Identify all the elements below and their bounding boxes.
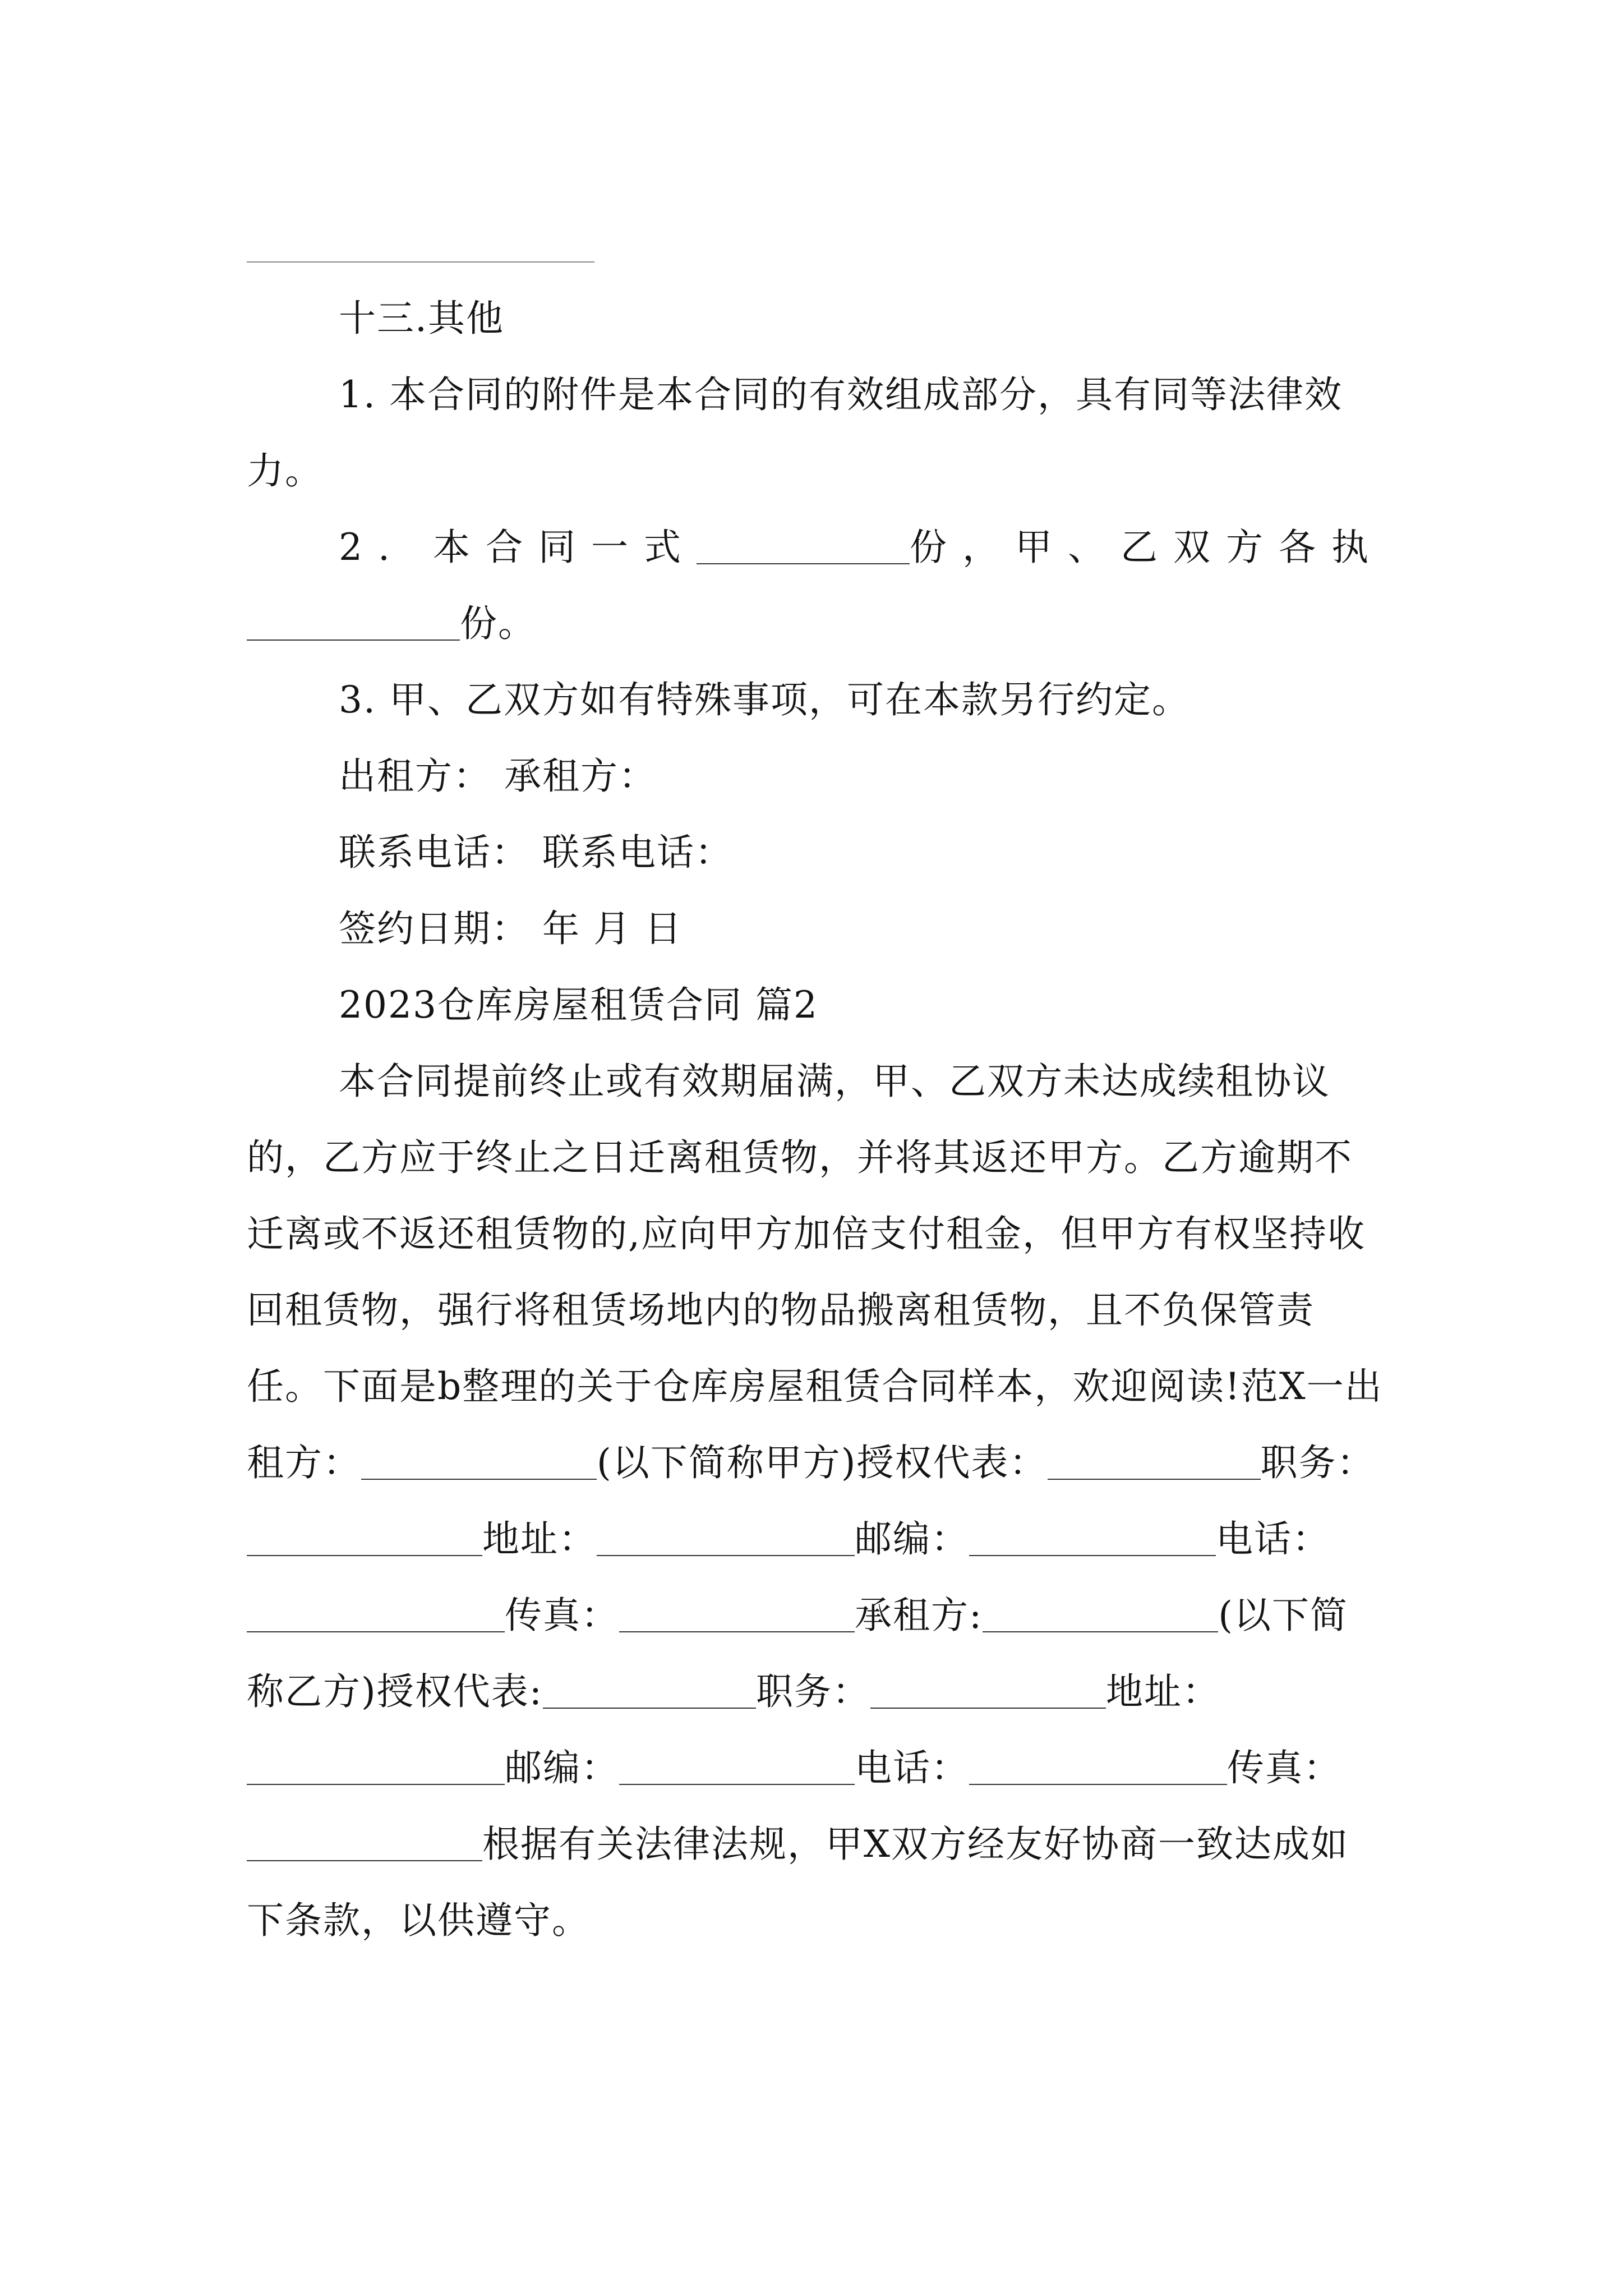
lessor-rep-blank — [1048, 1445, 1261, 1480]
lessor-address-blank — [597, 1521, 855, 1556]
part2-text-13: 传真： — [1227, 1746, 1341, 1789]
lessor-fax-blank — [619, 1598, 855, 1632]
part2-title: 2023仓库房屋租赁合同 篇2 — [339, 983, 818, 1027]
lessee-rep-blank — [543, 1674, 756, 1709]
part2-text-7: 承租方: — [855, 1594, 983, 1637]
clause-2-text-b: 份，甲、乙双方各执 — [909, 526, 1384, 569]
signature-date-line — [247, 891, 1385, 967]
clause-1: 1. 本合同的附件是本合同的有效组成部分，具有同等法律效力。 — [247, 373, 1343, 493]
clause-2-text-c: 份。 — [460, 602, 536, 645]
lessee-postcode-blank — [619, 1750, 855, 1785]
lessor-phone-blank — [247, 1598, 505, 1632]
lessee-name-blank — [983, 1598, 1218, 1632]
lessor-title-blank — [247, 1521, 482, 1556]
part2-text-11: 邮编： — [505, 1746, 619, 1789]
lessee-phone-blank — [969, 1750, 1227, 1785]
part2-body — [247, 1043, 1385, 1959]
signature-phone-line — [247, 815, 1385, 891]
part2-text-12: 电话： — [855, 1746, 969, 1789]
part2-text-2: 职务： — [1260, 1441, 1375, 1484]
lessee-phone-label: 联系电话： — [542, 831, 733, 874]
clause-3: 3. 甲、乙双方如有特殊事项，可在本款另行约定。 — [339, 678, 1190, 721]
part2-intro: 本合同提前终止或有效期届满，甲、乙双方未达成续租协议的，乙方应于终止之日迁离租赁物，并将其返还甲方。乙方逾期不迁离或不返还租赁物的,应向甲方加倍支付租金，但甲方有权坚持收回租赁物，强行将租赁场地内的物品搬离租赁物，且不负保管责任。下面是b整理的关于仓库房屋租赁合同样本，欢迎阅读!范X一出租方： — [247, 1060, 1383, 1484]
lessee-address-blank — [247, 1750, 505, 1785]
lessor-phone-label: 联系电话： — [339, 831, 529, 874]
clause-2 — [247, 509, 1385, 662]
part2-text-3: 地址： — [482, 1517, 597, 1561]
part2-text-1: (以下简称甲方)授权代表： — [597, 1441, 1048, 1484]
lessee-label: 承租方： — [504, 754, 657, 798]
lessor-postcode-blank — [969, 1521, 1216, 1556]
sign-date-label: 签约日期： — [339, 907, 529, 950]
clause-2-text-a: 2. 本合同一式 — [339, 526, 697, 569]
part2-text-6: 传真： — [505, 1594, 619, 1637]
signature-party-line — [247, 738, 1385, 815]
part2-text-9: 职务： — [756, 1670, 870, 1713]
part2-text-4: 邮编： — [855, 1517, 969, 1561]
header-divider — [247, 261, 594, 263]
part2-text-10: 地址： — [1106, 1670, 1220, 1713]
lessee-title-blank — [870, 1674, 1106, 1709]
section-heading: 十三.其他 — [339, 297, 504, 340]
part2-text-14: 根据有关法律法规，甲X双方经友好协商一致达成如下条款，以供遵守。 — [247, 1823, 1349, 1942]
lessor-name-blank — [361, 1445, 597, 1480]
part2-text-8: (以下简称乙方)授权代表: — [247, 1594, 1348, 1713]
lessee-fax-blank — [247, 1826, 482, 1861]
sign-date-format: 年 月 日 — [542, 907, 683, 950]
copies-total-blank — [697, 530, 910, 564]
copies-each-blank — [247, 606, 460, 641]
lessor-label: 出租方： — [339, 754, 491, 798]
part2-text-5: 电话： — [1216, 1517, 1330, 1561]
document-body — [247, 280, 1385, 1959]
